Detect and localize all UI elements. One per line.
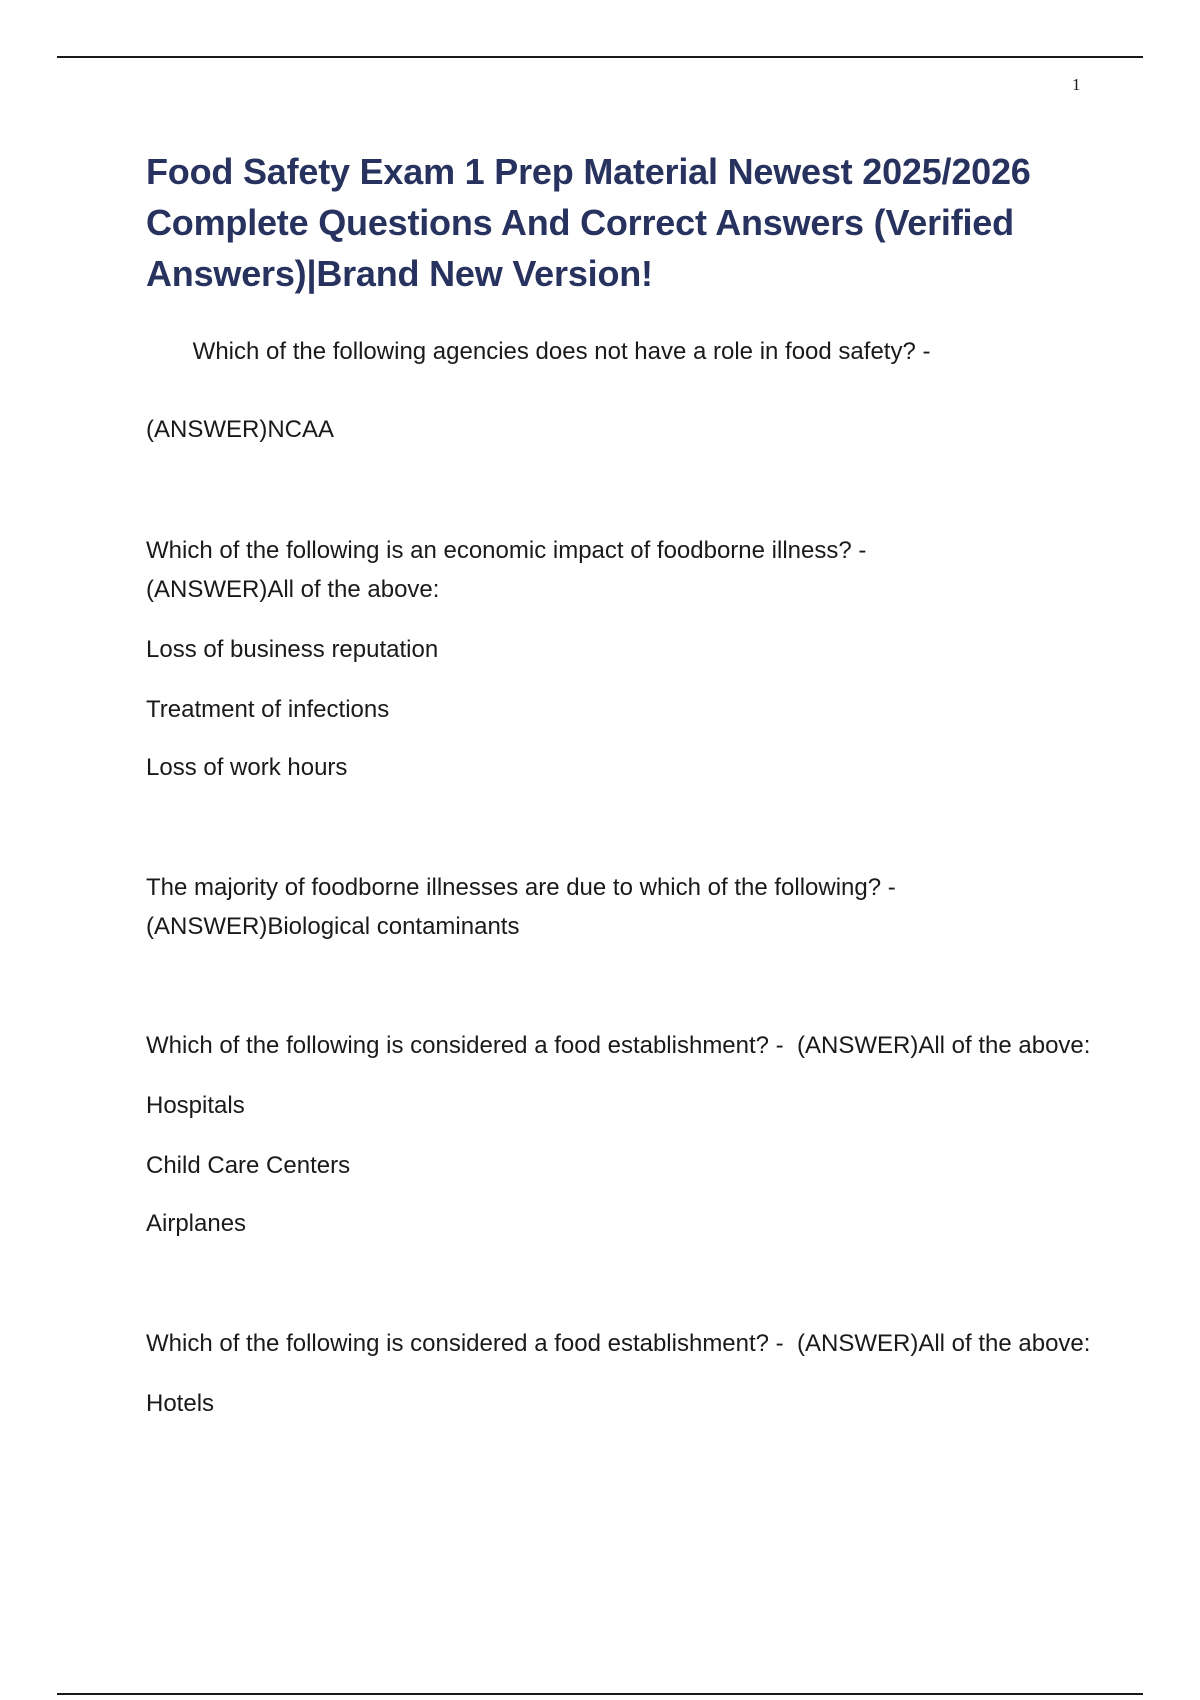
answer-text: (ANSWER)All of the above:	[146, 576, 440, 603]
header-rule	[57, 56, 1143, 58]
question-text: The majority of foodborne illnesses are due to which of the following? -	[146, 874, 896, 901]
option-item: Loss of business reputation	[146, 636, 439, 663]
qa-item-1	[146, 293, 1096, 449]
option-item: Hotels	[146, 1390, 215, 1417]
option-item: Child Care Centers	[146, 1152, 351, 1179]
answer-text: (ANSWER)NCAA	[146, 416, 335, 443]
page-number: 1	[1072, 75, 1081, 94]
answer-text: (ANSWER)Biological contaminants	[146, 913, 520, 940]
option-item: Airplanes	[146, 1210, 247, 1237]
qa-item-2	[146, 531, 1096, 787]
document-body	[146, 146, 1096, 1423]
option-item: Loss of work hours	[146, 754, 348, 781]
document-title: Food Safety Exam 1 Prep Material Newest 2025/2026 Complete Questions And Correct Answers (Verified Answers)|Brand New Version!	[146, 151, 1031, 294]
qa-item-5	[146, 1324, 1096, 1423]
qa-item-3	[146, 868, 1096, 946]
footer-rule	[57, 1693, 1143, 1695]
option-item: Treatment of infections	[146, 696, 390, 723]
question-text	[146, 293, 1096, 410]
option-item: Hospitals	[146, 1092, 245, 1119]
question-text: Which of the following is considered a food establishment? - (ANSWER)All of the above:	[146, 1032, 1091, 1059]
question-text: Which of the following is considered a food establishment? - (ANSWER)All of the above:	[146, 1330, 1091, 1357]
question: Which of the following agencies does not have a role in food safety? -	[186, 338, 931, 365]
question-text: Which of the following is an economic impact of foodborne illness? -	[146, 537, 867, 564]
qa-item-4	[146, 1026, 1096, 1243]
